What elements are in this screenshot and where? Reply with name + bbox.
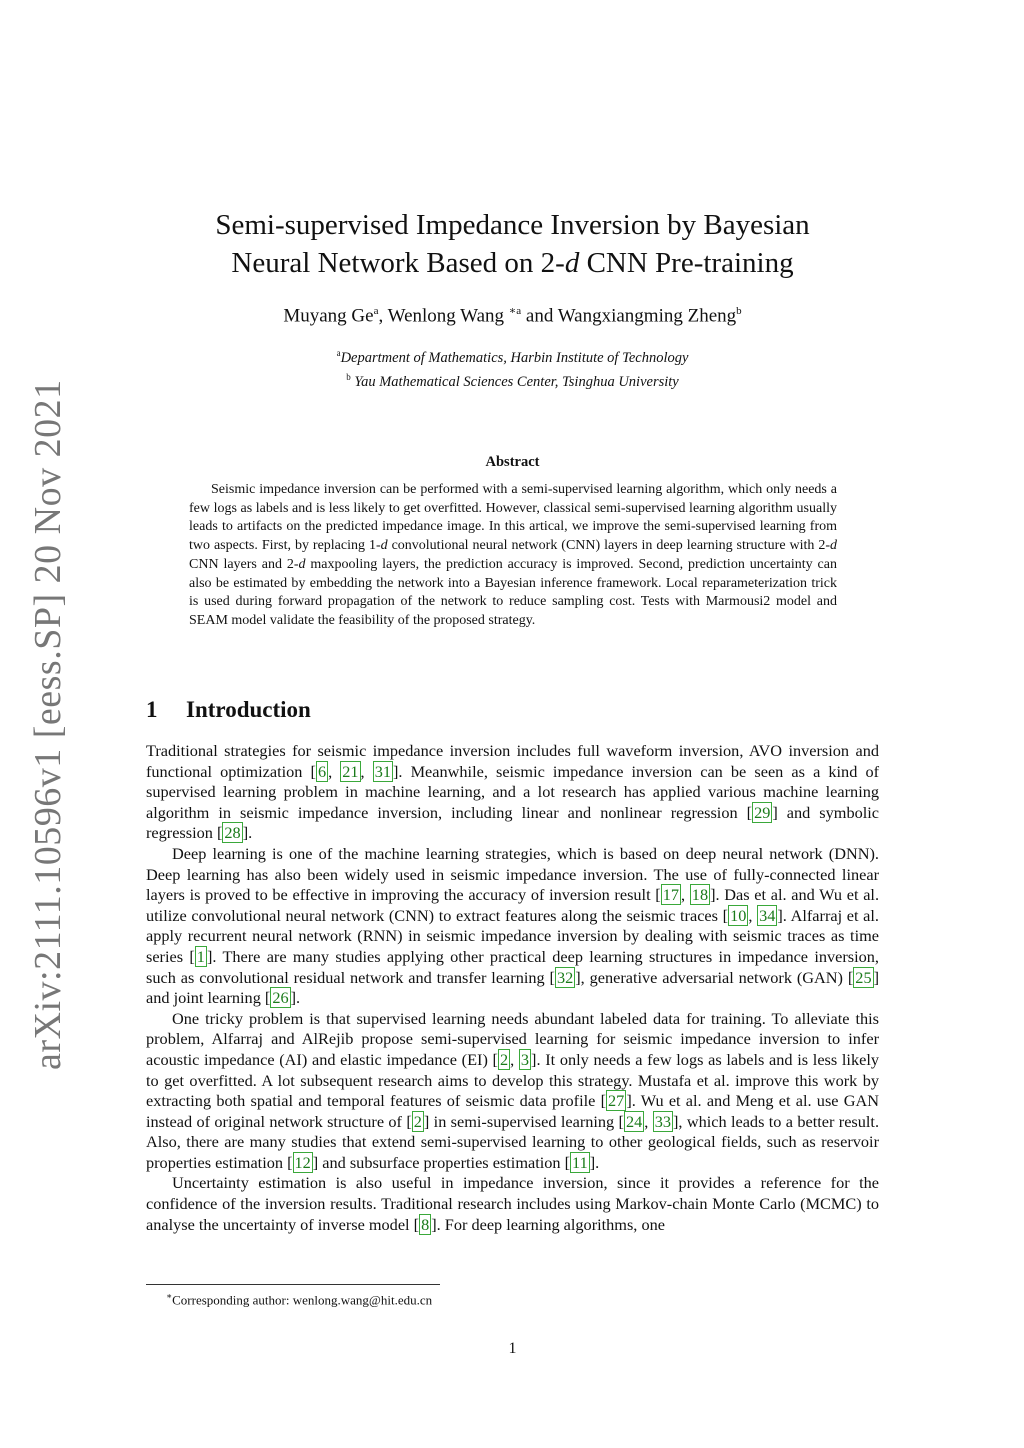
citation-link[interactable]: 24 [625, 1111, 643, 1131]
citation-link[interactable]: 31 [374, 761, 391, 781]
abstract-text: CNN layers and 2- [189, 556, 299, 572]
paragraph-text: ]. Wu et al. and Meng et al. use GAN instead of original network structure of [ [146, 1091, 879, 1131]
citation-link[interactable]: 6 [317, 761, 327, 781]
abstract-italic-d: d [380, 538, 388, 554]
author-separator: , [378, 305, 388, 327]
author-2: Wenlong Wang [387, 305, 509, 327]
author-3-affil-mark: b [736, 305, 742, 317]
author-separator: and [521, 305, 558, 327]
citation-link[interactable]: 2 [413, 1111, 422, 1131]
citation-link[interactable]: 12 [294, 1152, 311, 1172]
paragraph-2 [146, 844, 879, 1009]
abstract-text: Seismic impedance inversion can be performed with a semi-supervised learning algorithm, which only needs a few logs as labels and is less likely to get overfitted. However, classical semi-supervised learning algorithm usually leads to artifacts on the predicted impedance image. In this artical, we improve the semi-supervised learning from two aspects. First, by replacing 1- [189, 482, 837, 554]
citation-link[interactable]: 27 [608, 1091, 625, 1111]
corresponding-author-footnote [166, 1291, 432, 1308]
arxiv-identifier-stamp: arXiv:2111.10596v1 [eess.SP] 20 Nov 2021 [27, 379, 69, 1070]
citation-link[interactable]: 34 [759, 905, 776, 925]
page-number: 1 [508, 1340, 517, 1357]
paragraph-text: , [328, 761, 341, 781]
citation-link[interactable]: 25 [855, 967, 872, 987]
paragraph-text: ]. [290, 988, 301, 1008]
abstract-heading: Abstract [485, 454, 540, 470]
paragraph-text: ], generative adversarial network (GAN) [ [575, 967, 854, 987]
paragraph-text: ]. [242, 823, 253, 843]
section-title: Introduction [186, 697, 311, 722]
citation-link[interactable]: 18 [691, 885, 709, 905]
paragraph-text: , [748, 905, 758, 925]
title-line-2-suffix: CNN Pre-training [579, 247, 794, 279]
citation-link[interactable]: 2 [499, 1049, 509, 1069]
paragraph-text: , [644, 1111, 653, 1131]
affiliation-mark: a [336, 348, 341, 358]
paragraph-text: ] and symbolic regression [ [146, 802, 880, 843]
citation-link[interactable]: 26 [272, 988, 289, 1008]
paragraph-text: ], which leads to a better result. Also, there are many studies that extend semi-supervised learning to other geological fields, such as reservoir properties estimation [ [146, 1111, 880, 1172]
paragraph-4 [146, 1173, 879, 1235]
paragraph-text: Uncertainty estimation is also useful in impedance inversion, since it provides a reference for the confidence of the inversion results. Traditional research includes using Markov-chain Monte Carlo (MCMC) to analyse the uncertainty of inverse model [ [146, 1173, 879, 1234]
title-line-1: Semi-supervised Impedance Inversion by Bayesian [215, 209, 810, 241]
citation-link[interactable]: 32 [556, 967, 574, 987]
affiliation-a [146, 344, 879, 368]
affiliation-text: Department of Mathematics, Harbin Institute of Technology [340, 349, 689, 366]
paragraph-text: Deep learning is one of the machine learning strategies, which is based on deep neural network (DNN). Deep learning has also been widely used in seismic impedance inversion. The use of fully-connected linear layers is proved to be effective in improving the accuracy of inversion result [ [146, 843, 879, 905]
footnote-mark: ∗ [166, 1291, 173, 1301]
abstract-body [189, 481, 837, 631]
paragraph-text: ] and subsurface properties estimation [ [312, 1152, 571, 1172]
affiliation-mark: b [346, 371, 351, 382]
paragraph-text: ]. There are many studies applying other practical deep learning structures in impedance inversion, such as convolutional residual network and transfer learning [ [146, 946, 879, 987]
footnote-text: Corresponding author: wenlong.wang@hit.edu.cn [172, 1292, 433, 1308]
section-heading-introduction [146, 697, 311, 723]
paragraph-text: Traditional strategies for seismic impedance inversion includes full waveform inversion, AVO inversion and functional optimization [ [146, 741, 879, 781]
abstract-italic-d: d [298, 556, 306, 572]
introduction-body [146, 741, 879, 1235]
abstract-text: maxpooling layers, the prediction accuracy is improved. Second, prediction uncertainty can also be estimated by embedding the network into a Bayesian inference framework. Local reparameterization trick is used during forward propagation of the network to reduce sampling cost. Tests with Marmousi2 model and SEAM model validate the feasibility of the proposed strategy. [189, 556, 837, 628]
citation-link[interactable]: 10 [730, 905, 747, 925]
affiliation-b [146, 368, 879, 392]
citation-link[interactable]: 8 [421, 1214, 430, 1234]
title-line-2-d: d [564, 247, 580, 279]
paper-title [146, 206, 879, 282]
citation-link[interactable]: 11 [572, 1152, 588, 1172]
paragraph-1 [146, 741, 879, 844]
author-3: Wangxiangming Zheng [557, 305, 737, 327]
abstract-italic-d: d [830, 538, 837, 554]
paragraph-text: , [510, 1049, 519, 1069]
citation-link[interactable]: 3 [520, 1049, 530, 1069]
paragraph-text: One tricky problem is that supervised learning needs abundant labeled data for training. To alleviate this problem, Alfarraj and AlRejib propose semi-supervised learning for seismic impedance inversion to infer acoustic impedance (AI) and elastic impedance (EI) [ [146, 1008, 879, 1069]
paragraph-text: ]. [589, 1152, 600, 1172]
paragraph-text: ]. For deep learning algorithms, one [431, 1214, 665, 1234]
paragraph-3 [146, 1009, 879, 1174]
citation-link[interactable]: 29 [754, 802, 771, 822]
paragraph-text: ]. It only needs a few logs as labels and is less likely to get overfitted. A lot subsequent research aims to develop this strategy. Mustafa et al. improve this work by extracting both spatial and temporal features of seismic data profile [ [146, 1049, 879, 1111]
citation-link[interactable]: 28 [224, 823, 241, 843]
paragraph-text: ]. Alfarraj et al. apply recurrent neural network (RNN) in seismic impedance inversion by dealing with seismic traces as time series [ [146, 905, 880, 966]
paragraph-text: , [360, 761, 373, 781]
author-list [146, 304, 879, 327]
citation-link[interactable]: 17 [662, 885, 680, 905]
paragraph-text: ]. Das et al. and Wu et al. utilize convolutional neural network (CNN) to extract features along the seismic traces [ [146, 885, 880, 925]
abstract-text: convolutional neural network (CNN) layers in deep learning structure with 2- [387, 538, 830, 554]
affiliation-text: Yau Mathematical Sciences Center, Tsinghua University [354, 373, 679, 390]
author-2-affil-mark: ∗a [508, 305, 522, 317]
affiliations [146, 344, 879, 392]
citation-link[interactable]: 33 [654, 1111, 671, 1131]
section-number: 1 [146, 697, 158, 722]
paragraph-text: , [681, 885, 690, 905]
footnote-divider [146, 1284, 440, 1285]
author-1-affil-mark: a [373, 305, 379, 317]
citation-link[interactable]: 21 [342, 761, 359, 781]
title-line-2-prefix: Neural Network Based on 2- [231, 247, 565, 279]
paragraph-text: ]. Meanwhile, seismic impedance inversion can be seen as a kind of supervised learning problem in machine learning, and a lot research has applied various machine learning algorithm in seismic impedance inversion, including linear and nonlinear regression [ [146, 761, 880, 822]
paragraph-text: ] and joint learning [ [146, 967, 879, 1008]
author-1: Muyang Ge [283, 305, 374, 327]
paragraph-text: ] in semi-supervised learning [ [423, 1111, 624, 1131]
citation-link[interactable]: 1 [196, 946, 205, 966]
